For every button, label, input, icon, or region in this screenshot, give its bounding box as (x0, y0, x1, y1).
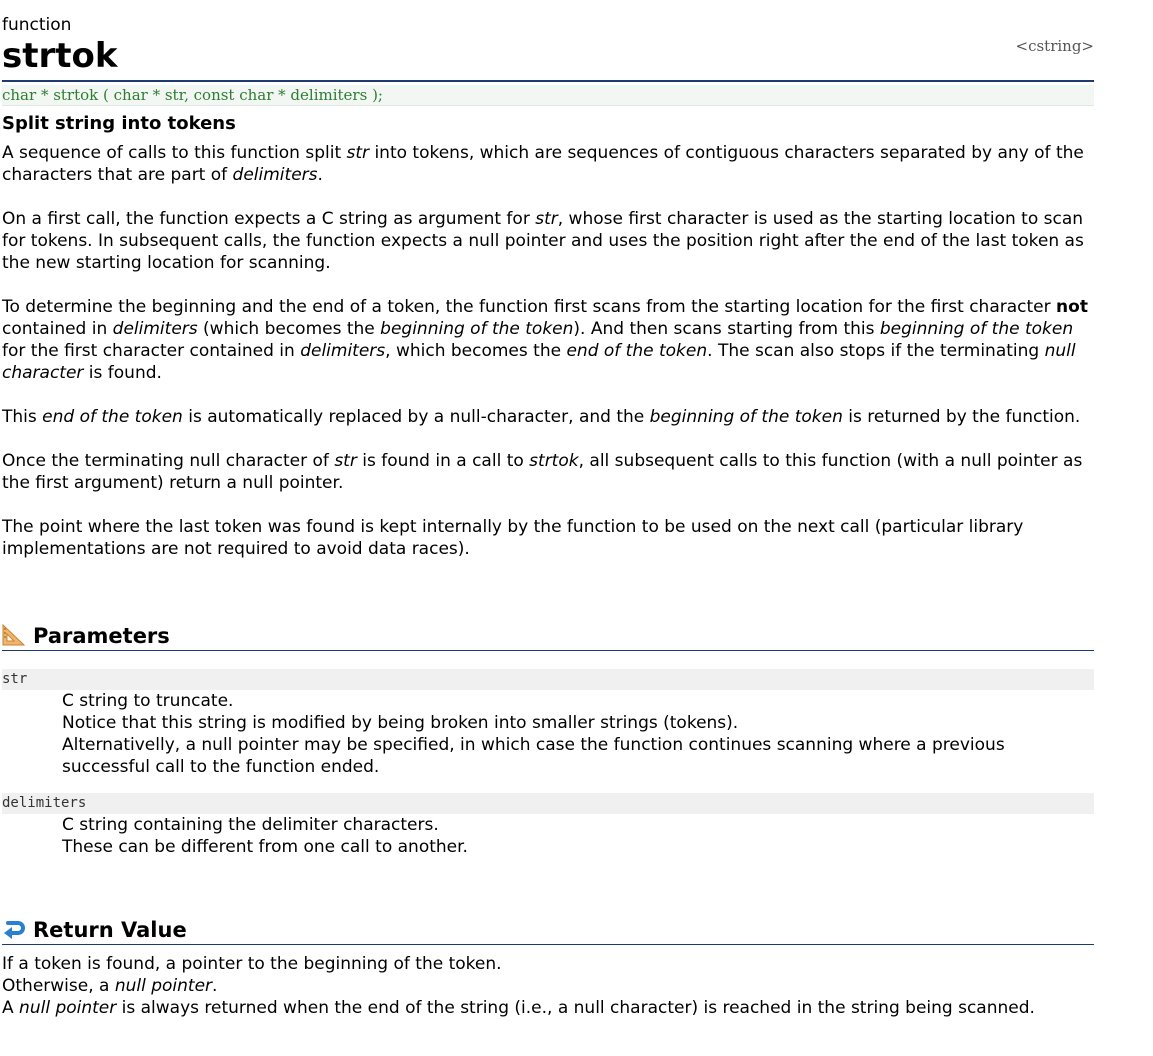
parameter-description-str: C string to truncate. Notice that this string is modified by being broken into smaller strings (tokens). Alternativelly, a null pointer may be specified, in which case the function continues scanning where a previous successful call to the function ended. (62, 691, 1005, 777)
description-paragraph: This end of the token is automatically replaced by a null-character, and the beginning of the token is returned by the function. (2, 407, 1081, 427)
parameter-name-delimiters: delimiters (2, 793, 1094, 814)
return-value-heading (2, 916, 1094, 945)
function-summary: Split string into tokens (2, 113, 236, 134)
parameter-name-str: str (2, 669, 1094, 690)
description-paragraph: To determine the beginning and the end of a token, the function first scans from the starting location for the first character not contained in delimiters (which becomes the beginning of the token). And then scans starting from this beginning of the token for the first character contained in delimiters, which becomes the end of the token. The scan also stops if the terminating null character is found. (2, 297, 1088, 383)
return-value-heading-text: Return Value (33, 918, 187, 942)
header-reference-link[interactable]: <cstring> (1015, 37, 1094, 55)
set-square-icon (2, 624, 26, 646)
entry-kind: function (2, 15, 72, 35)
description-paragraph: Once the terminating null character of str is found in a call to strtok, all subsequent calls to this function (with a null pointer as the first argument) return a null pointer. (2, 451, 1083, 493)
description-paragraph: On a first call, the function expects a C string as argument for str, whose first character is used as the starting location to scan for tokens. In subsequent calls, the function expects a null pointer and uses the position right after the end of the last token as the new starting location for scanning. (2, 209, 1084, 273)
return-value-text: If a token is found, a pointer to the beginning of the token. Otherwise, a null pointer. A null pointer is always returned when the end of the string (i.e., a null character) is reached in the string being scanned. (2, 954, 1035, 1018)
return-arrow-icon (2, 918, 26, 940)
parameter-description-delimiters: C string containing the delimiter characters. These can be different from one call to another. (62, 815, 468, 857)
title-divider (2, 80, 1094, 82)
description-paragraph: The point where the last token was found is kept internally by the function to be used on the next call (particular library implementations are not required to avoid data races). (2, 517, 1024, 559)
parameters-heading-text: Parameters (33, 624, 170, 648)
parameters-heading (2, 622, 1094, 651)
description (2, 142, 1094, 582)
page-title: strtok (2, 36, 118, 76)
description-paragraph: A sequence of calls to this function split str into tokens, which are sequences of contiguous characters separated by any of the characters that are part of delimiters. (2, 143, 1084, 185)
function-prototype: char * strtok ( char * str, const char * delimiters ); (2, 85, 1094, 106)
